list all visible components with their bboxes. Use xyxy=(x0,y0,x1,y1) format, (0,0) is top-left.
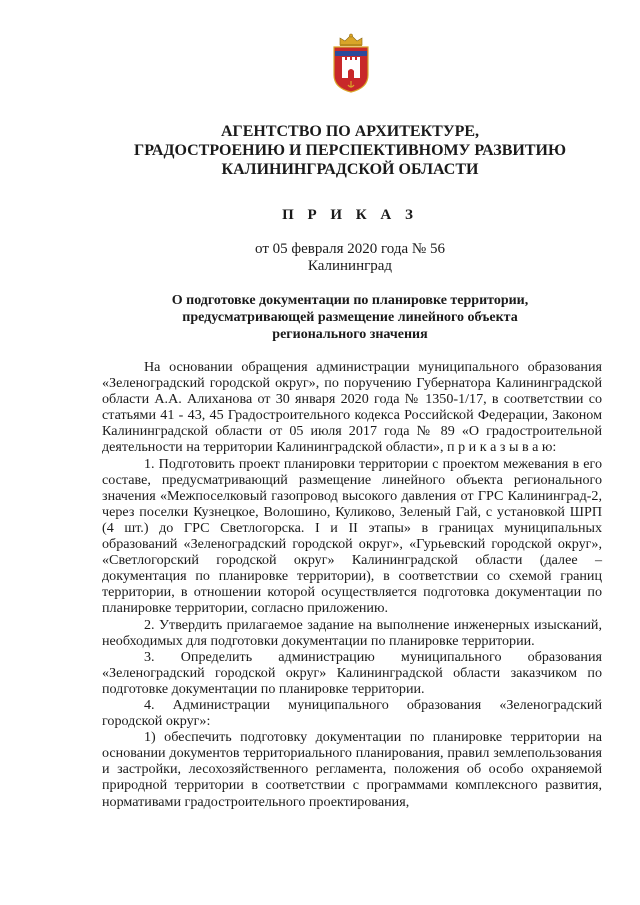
body-paragraph-4: 4. Администрации муниципального образования «Зеленоградский городской округ»: xyxy=(102,696,602,730)
body-paragraph-1: 1. Подготовить проект планировки территории с проектом межевания в его составе, предусматривающий размещение линейного объекта регионального значения «Межпоселковый газопровод высокого давления от ГРС Калининград-2, через поселки Кузнецкое, Волошино, Куликово, Зеленый Гай, с установкой ШРП (4 шт.) до ГРС Светлогорска. I и II этапы» в границах муниципальных образований «Зеленоградский городской округ», «Гурьевский городской округ», «Светлогорский городской округ» Калининградской области (далее – документация по планировке территории), в соответствии со схемой границ территории, в отношении которой осуществляется подготовка документации по планировке территории, согласно приложению. xyxy=(102,455,602,617)
order-subject xyxy=(130,292,570,343)
order-city: Калининград xyxy=(307,258,393,274)
agency-line-2: ГРАДОСТРОЕНИЮ И ПЕРСПЕКТИВНОМУ РАЗВИТИЮ xyxy=(134,142,566,159)
body-paragraph-4-1: 1) обеспечить подготовку документации по планировке территории на основании документов территориального планирования, правил землепользования и застройки, лесохозяйственного регламента, положения об особо охраняемой природной территории в соответствии с программами комплексного развития, нормативами градостроительного проектирования, xyxy=(102,729,602,810)
agency-name xyxy=(120,122,580,179)
subject-line-1: О подготовке документации по планировке территории, xyxy=(171,293,529,308)
order-title: П Р И К А З xyxy=(282,207,418,223)
order-body xyxy=(102,359,602,810)
agency-line-1: АГЕНТСТВО ПО АРХИТЕКТУРЕ, xyxy=(220,123,480,140)
body-paragraph-3: 3. Определить администрацию муниципального образования «Зеленоградский городской округ» Калининградской области заказчиком по подготовке документации по планировке территории. xyxy=(102,648,602,697)
order-date-block xyxy=(200,241,500,275)
agency-line-3: КАЛИНИНГРАДСКОЙ ОБЛАСТИ xyxy=(221,161,479,178)
subject-line-3: регионального значения xyxy=(272,327,428,342)
subject-line-2: предусматривающей размещение линейного объекта xyxy=(182,310,518,325)
body-paragraph-preamble: На основании обращения администрации муниципального образования «Зеленоградский городской округ», по поручению Губернатора Калининградской области А.А. Алиханова от 30 января 2020 года № 1350-1/17, в соответствии со статьями 41 - 43, 45 Градостроительного кодекса Российской Федерации, Законом Калининградской области от 05 июля 2017 года № 89 «О градостроительной деятельности на территории Калининградской области», п р и к а з ы в а ю: xyxy=(102,359,602,456)
order-date: от 05 февраля 2020 года № 56 xyxy=(255,241,445,257)
body-paragraph-2: 2. Утвердить прилагаемое задание на выполнение инженерных изысканий, необходимых для подготовки документации по планировке территории. xyxy=(102,616,602,649)
coat-of-arms-emblem xyxy=(331,33,371,93)
